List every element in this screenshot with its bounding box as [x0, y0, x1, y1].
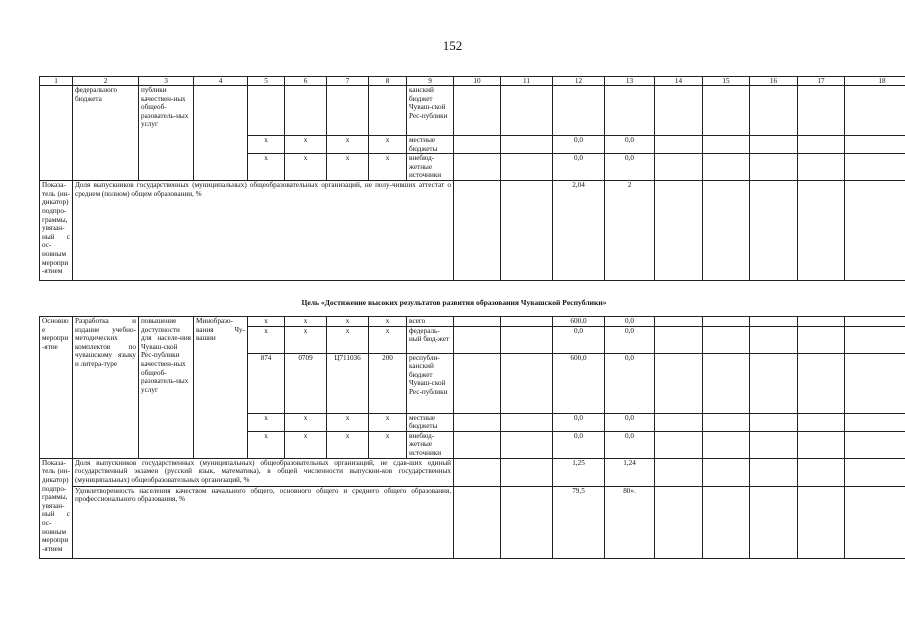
col-header: 11	[501, 77, 553, 86]
cell-source: канский бюджет Чуваш-ской Рес-публики	[407, 86, 454, 136]
col-header: 5	[248, 77, 285, 86]
col-header: 10	[454, 77, 501, 86]
col-header: 8	[369, 77, 407, 86]
table-row: x x x x местные бюджеты 0,0 0,0	[40, 413, 905, 431]
cell-action: Разработка и издание учебно-методических комплектов по чувашскому языку и литера-туре	[73, 317, 139, 459]
cell-source: внебюд-жетные источники	[407, 154, 454, 181]
col-header: 1	[40, 77, 73, 86]
header-row	[40, 77, 905, 86]
cell-source: местные бюджеты	[407, 413, 454, 431]
cell-action-cont: федерального бюджета	[73, 86, 139, 181]
table-row: x x x x федераль-ный бюд-жет 0,0 0,0	[40, 326, 905, 353]
cell-type: Основное меропри-ятие	[40, 317, 73, 459]
col-header: 13	[605, 77, 655, 86]
table-row	[40, 86, 905, 136]
col-header: 4	[194, 77, 248, 86]
table-row: x x x x внебюд-жетные источники 0,0 0,0	[40, 154, 905, 181]
cell-goal-cont: публики качествен-ных общеоб-разователь-ных услуг	[139, 86, 194, 181]
col-header: 15	[703, 77, 750, 86]
indicator-label: Показа-тель (ин-дикатор) подпро-граммы, увязан-ный с ос-новным меропри-ятием	[40, 181, 73, 281]
indicator-value-2015: 2,04	[553, 181, 605, 281]
table-row: x x x x местные бюджеты 0,0 0,0	[40, 136, 905, 154]
col-header: 18	[845, 77, 905, 86]
col-header: 17	[798, 77, 845, 86]
cell-source: республи-канский бюджет Чуваш-ской Рес-публики	[407, 353, 454, 413]
indicator-text: Доля выпускников государственных (муниципальных) общеобразовательных организаций, не сдав-ших единый государственный экзамен (русский язык, математика), в общей численности выпускни-ков государственных (муниципальных) общеобразовательных организаций, %	[73, 458, 454, 486]
cell-source: федераль-ный бюд-жет	[407, 326, 454, 353]
budget-table-bottom	[39, 316, 905, 559]
indicator-row	[40, 458, 905, 486]
indicator-value-2016: 1,24	[605, 458, 655, 486]
col-header: 14	[655, 77, 703, 86]
col-header: 7	[327, 77, 369, 86]
goal-title: Цель «Достижение высоких результатов развития образования Чувашской Республики»	[301, 298, 607, 307]
budget-table-top	[39, 76, 905, 281]
table-row: Основное меропри-ятие Разработка и издание учебно-методических комплектов по чувашскому языку и литера-туре повышение доступности для населе-ния Чуваш-ской Рес-публики качествен-ных общеоб-разователь-ных услуг Минобразо-вания Чу-вашии x x x x всего 600,0 0,0	[40, 317, 905, 327]
page-number: 152	[442, 38, 463, 53]
table-row: 874 0709 Ц711036 200 республи-канский бюджет Чуваш-ской Рес-публики 600,0 0,0	[40, 353, 905, 413]
cell-source: местные бюджеты	[407, 136, 454, 154]
indicator-row	[40, 181, 905, 281]
col-header: 9	[407, 77, 454, 86]
indicator-value-2015: 1,25	[553, 458, 605, 486]
indicator-text: Удовлетворенность населения качеством начального общего, основного общего и среднего общего образования, профессионального образования, %	[73, 486, 454, 558]
indicator-value-2016: 80».	[605, 486, 655, 558]
cell-source: всего	[407, 317, 454, 327]
cell-executor: Минобразо-вания Чу-вашии	[194, 317, 248, 459]
col-header: 3	[139, 77, 194, 86]
col-header: 16	[750, 77, 798, 86]
col-header: 12	[553, 77, 605, 86]
cell-goal: повышение доступности для населе-ния Чуваш-ской Рес-публики качествен-ных общеоб-разователь-ных услуг	[139, 317, 194, 459]
indicator-label: Показа-тель (ин-дикатор) подпро-граммы, увязан-ный с ос-новным меропри-ятием	[40, 458, 73, 558]
indicator-text: Доля выпускников государственных (муниципальных) общеобразовательных организаций, не полу-чивших аттестат о среднем (полном) общем образовании, %	[73, 181, 454, 281]
indicator-value-2015: 79,5	[553, 486, 605, 558]
col-header: 2	[73, 77, 139, 86]
cell-source: внебюд-жетные источники	[407, 431, 454, 458]
indicator-value-2016: 2	[605, 181, 655, 281]
table-row: x x x x внебюд-жетные источники 0,0 0,0	[40, 431, 905, 458]
col-header: 6	[285, 77, 327, 86]
indicator-row	[40, 486, 905, 558]
